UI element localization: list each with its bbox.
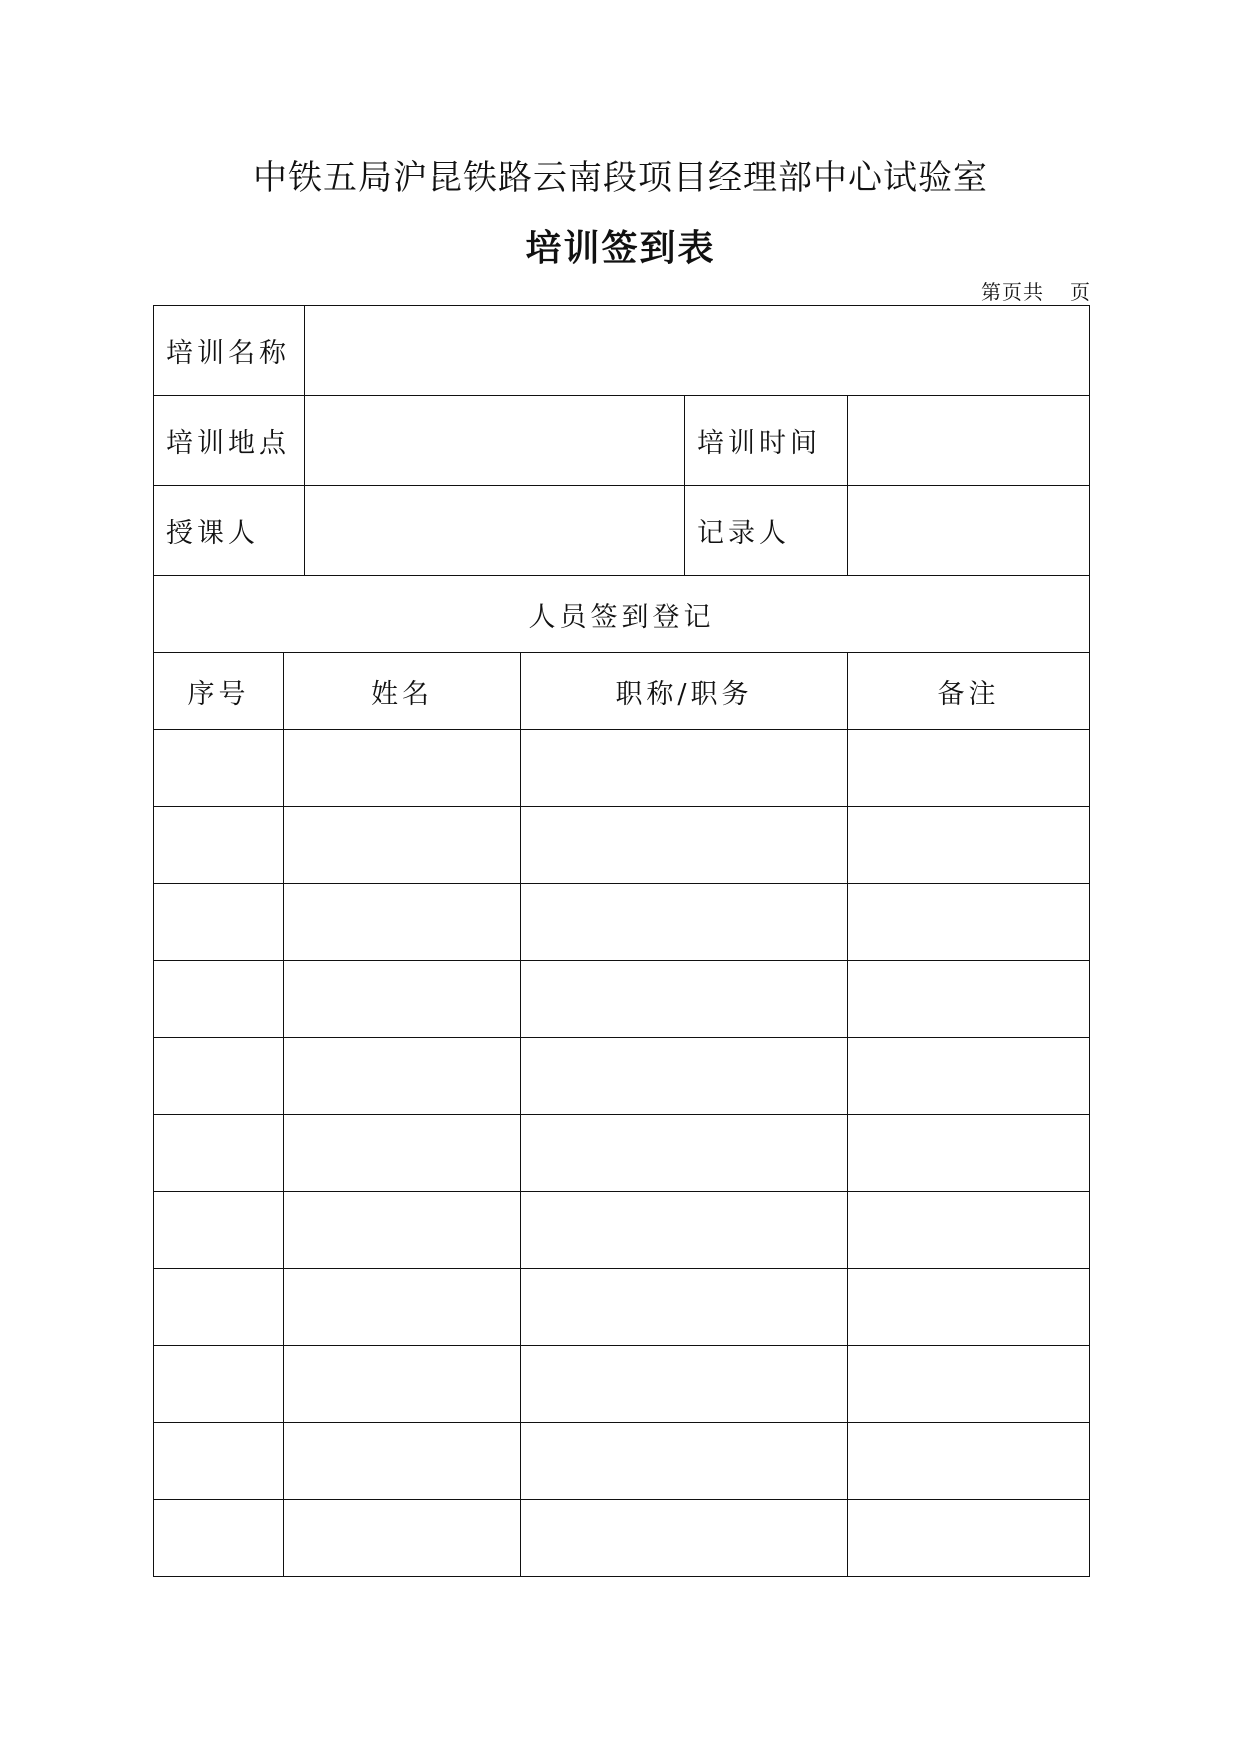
table-row [154, 730, 1090, 807]
cell-number[interactable] [154, 1423, 284, 1500]
cell-name[interactable] [284, 1500, 521, 1577]
training-signin-table [153, 305, 1090, 1577]
cell-name[interactable] [284, 884, 521, 961]
signin-section-title: 人员签到登记 [154, 576, 1090, 653]
table-row [154, 807, 1090, 884]
cell-remarks[interactable] [848, 1500, 1090, 1577]
training-time-label: 培训时间 [685, 396, 848, 486]
cell-title-position[interactable] [521, 1423, 848, 1500]
column-header-title-position: 职称/职务 [521, 653, 848, 730]
column-header-name: 姓名 [284, 653, 521, 730]
training-name-label: 培训名称 [154, 306, 305, 396]
signin-section-row [154, 576, 1090, 653]
form-title: 培训签到表 [525, 227, 716, 269]
cell-remarks[interactable] [848, 1269, 1090, 1346]
cell-number[interactable] [154, 961, 284, 1038]
cell-remarks[interactable] [848, 1038, 1090, 1115]
cell-number[interactable] [154, 730, 284, 807]
table-row [154, 884, 1090, 961]
cell-remarks[interactable] [848, 1423, 1090, 1500]
cell-name[interactable] [284, 1269, 521, 1346]
cell-remarks[interactable] [848, 884, 1090, 961]
cell-title-position[interactable] [521, 884, 848, 961]
cell-name[interactable] [284, 807, 521, 884]
table-row [154, 1346, 1090, 1423]
cell-name[interactable] [284, 730, 521, 807]
cell-name[interactable] [284, 1192, 521, 1269]
training-time-field[interactable] [848, 396, 1090, 486]
cell-title-position[interactable] [521, 807, 848, 884]
table-row [154, 1269, 1090, 1346]
cell-remarks[interactable] [848, 730, 1090, 807]
table-row [154, 961, 1090, 1038]
training-location-row [154, 396, 1090, 486]
organization-title: 中铁五局沪昆铁路云南段项目经理部中心试验室 [253, 158, 988, 198]
instructor-label: 授课人 [154, 486, 305, 576]
cell-title-position[interactable] [521, 1038, 848, 1115]
table-row [154, 1423, 1090, 1500]
signin-rows [154, 730, 1090, 1577]
instructor-field[interactable] [305, 486, 685, 576]
cell-title-position[interactable] [521, 1192, 848, 1269]
cell-number[interactable] [154, 1346, 284, 1423]
cell-number[interactable] [154, 1038, 284, 1115]
cell-title-position[interactable] [521, 1115, 848, 1192]
cell-title-position[interactable] [521, 730, 848, 807]
total-pages-label: 页 [1070, 280, 1091, 304]
training-name-field[interactable] [305, 306, 1090, 396]
cell-number[interactable] [154, 1115, 284, 1192]
cell-name[interactable] [284, 1346, 521, 1423]
table-row [154, 1115, 1090, 1192]
cell-remarks[interactable] [848, 1115, 1090, 1192]
cell-title-position[interactable] [521, 961, 848, 1038]
training-name-row [154, 306, 1090, 396]
instructor-row [154, 486, 1090, 576]
table-row [154, 1500, 1090, 1577]
page-label: 第页共 [981, 280, 1044, 304]
table-row [154, 1038, 1090, 1115]
page-info [981, 276, 1091, 305]
cell-number[interactable] [154, 1269, 284, 1346]
cell-number[interactable] [154, 884, 284, 961]
recorder-label: 记录人 [685, 486, 848, 576]
cell-name[interactable] [284, 1038, 521, 1115]
training-location-label: 培训地点 [154, 396, 305, 486]
cell-remarks[interactable] [848, 1192, 1090, 1269]
cell-name[interactable] [284, 1423, 521, 1500]
cell-number[interactable] [154, 1500, 284, 1577]
cell-remarks[interactable] [848, 961, 1090, 1038]
table-row [154, 1192, 1090, 1269]
cell-name[interactable] [284, 961, 521, 1038]
cell-name[interactable] [284, 1115, 521, 1192]
column-header-number: 序号 [154, 653, 284, 730]
column-header-remarks: 备注 [848, 653, 1090, 730]
signin-header-row [154, 653, 1090, 730]
cell-title-position[interactable] [521, 1269, 848, 1346]
cell-number[interactable] [154, 807, 284, 884]
recorder-field[interactable] [848, 486, 1090, 576]
cell-number[interactable] [154, 1192, 284, 1269]
cell-remarks[interactable] [848, 807, 1090, 884]
cell-title-position[interactable] [521, 1500, 848, 1577]
cell-title-position[interactable] [521, 1346, 848, 1423]
training-location-field[interactable] [305, 396, 685, 486]
cell-remarks[interactable] [848, 1346, 1090, 1423]
